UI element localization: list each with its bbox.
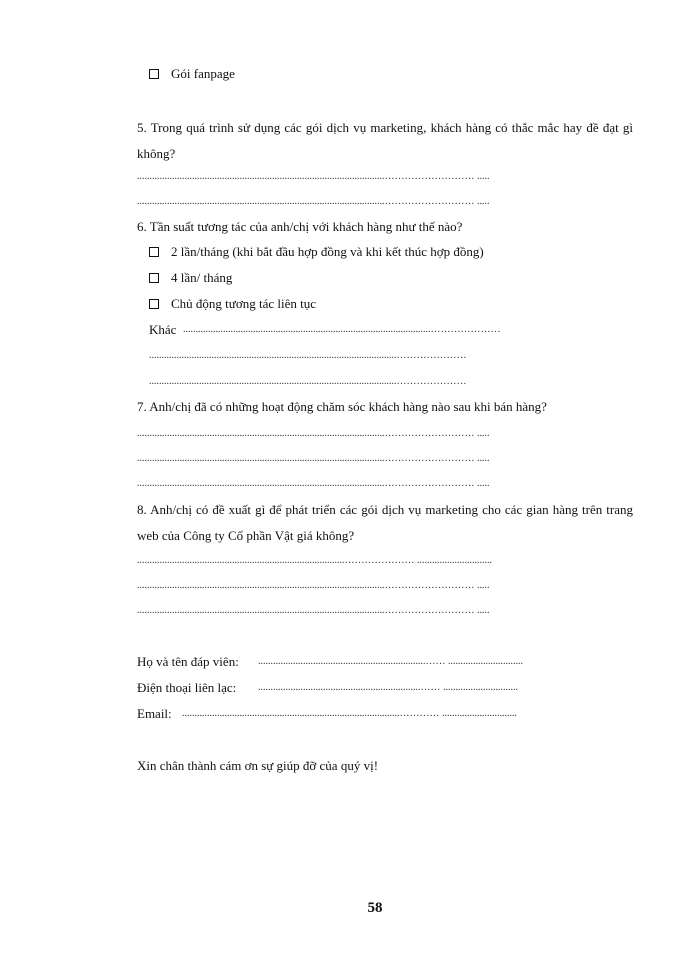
checkbox-option-4-per-month[interactable] [149,270,232,286]
respondent-name-label: Họ và tên đáp viên: [137,654,239,669]
respondent-name-field[interactable]: ...................................................................…… .............................. [258,656,523,667]
checkbox-option-2-per-month[interactable] [149,244,484,260]
checkbox-option-continuous[interactable] [149,296,316,312]
other-label: Khác [149,322,177,337]
checkbox-option-fanpage[interactable] [149,66,235,82]
answer-line[interactable]: ...................................................................................................……………………… ..... [137,196,490,207]
option-label: 4 lần/ tháng [171,270,233,285]
answer-line[interactable]: ...................................................................................................………………… [149,376,467,387]
checkbox-icon[interactable] [149,69,159,79]
answer-line[interactable]: ...................................................................................................……………………… ..... [137,453,490,464]
respondent-phone-label: Điện thoại liên lạc: [137,680,237,695]
checkbox-icon[interactable] [149,247,159,257]
question-6: 6. Tần suất tương tác của anh/chị với khách hàng như thế nào? [137,219,463,234]
option-label: 2 lần/tháng (khi bắt đầu hợp đồng và khi kết thúc hợp đồng) [171,244,484,259]
answer-line[interactable]: ...................................................................................................………………… [149,350,467,361]
answer-line[interactable]: ...................................................................................………………… .............................. [137,555,492,566]
checkbox-icon[interactable] [149,273,159,283]
other-answer-line[interactable]: ...................................................................................................………………… [183,324,501,335]
answer-line[interactable]: ...................................................................................................……………………… ..... [137,580,490,591]
page-number: 58 [367,900,383,916]
answer-line[interactable]: ...................................................................................................……………………… ..... [137,605,490,616]
checkbox-icon[interactable] [149,299,159,309]
respondent-email-label: Email: [137,706,172,721]
answer-line[interactable]: ...................................................................................................……………………… ..... [137,428,490,439]
question-5: 5. Trong quá trình sử dụng các gói dịch vụ marketing, khách hàng có thắc mắc hay đề đạt gì không? [137,120,633,161]
option-label: Chủ động tương tác liên tục [171,296,316,311]
answer-line[interactable]: ...................................................................................................……………………… ..... [137,478,490,489]
question-8: 8. Anh/chị có đề xuất gì để phát triển các gói dịch vụ marketing cho các gian hàng trên trang web của Công ty Cổ phần Vật giá không? [137,502,633,543]
respondent-phone-field[interactable]: .................................................................…… .............................. [258,682,518,693]
answer-line[interactable]: ...................................................................................................……………………… ..... [137,171,490,182]
question-7: 7. Anh/chị đã có những hoạt động chăm sóc khách hàng nào sau khi bán hàng? [137,399,547,414]
option-label: Gói fanpage [171,66,235,81]
thank-you-note: Xin chân thành cám ơn sự giúp đỡ của quý vị! [137,758,379,773]
respondent-email-field[interactable]: .......................................................................................………… .............................. [182,708,517,719]
